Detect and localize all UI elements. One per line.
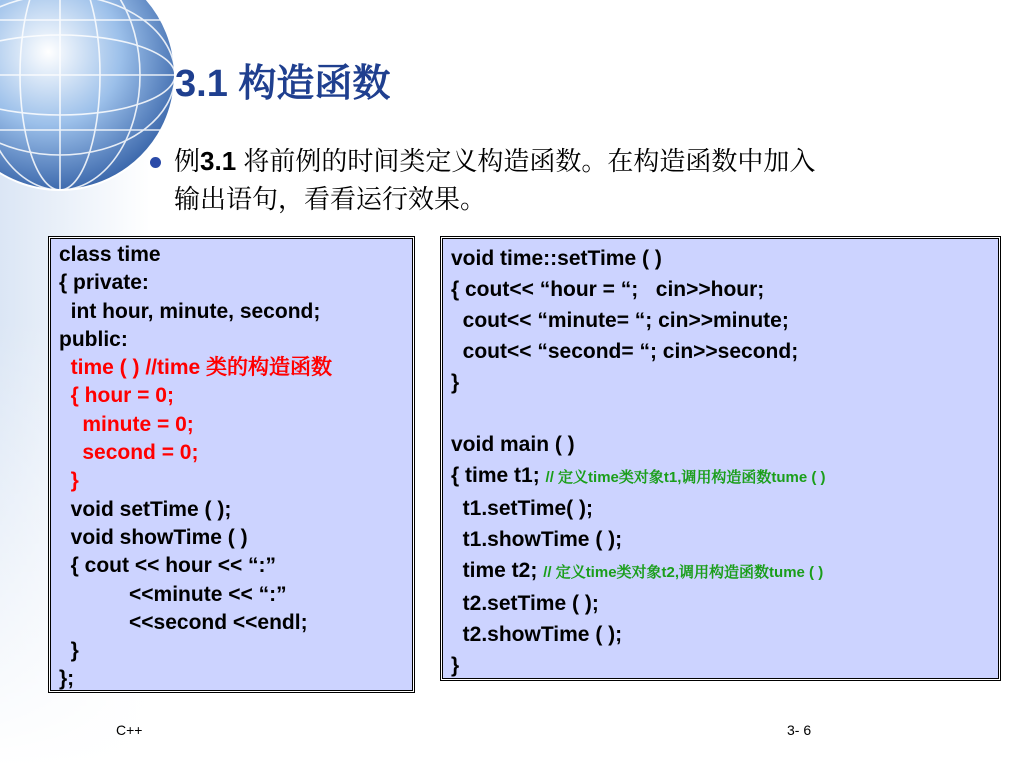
code-line: void showTime ( ): [59, 525, 248, 549]
blank-line: [451, 398, 990, 429]
code-comment: // 定义time类对象t1,调用构造函数tume ( ): [545, 469, 826, 486]
code-line: }: [451, 654, 460, 677]
bullet-dot-icon: [150, 157, 161, 168]
constructor-line: }: [59, 469, 79, 493]
code-line: void time::setTime ( ): [451, 247, 662, 270]
code-line-with-comment: [451, 460, 990, 493]
intro-prefix: 例: [174, 146, 201, 176]
code-text: time t2;: [451, 559, 544, 582]
intro-number: 3.1: [200, 146, 237, 176]
constructor-line: { hour = 0;: [59, 384, 174, 408]
code-line-with-comment: [451, 555, 990, 588]
footer-course-label: C++: [116, 722, 143, 738]
code-text: { time t1;: [451, 464, 546, 487]
code-line: { private:: [59, 271, 149, 295]
code-line: <<second <<endl;: [59, 610, 308, 634]
code-line: }: [59, 639, 79, 663]
code-line: t2.setTime ( );: [451, 592, 599, 615]
code-line: void setTime ( );: [59, 497, 232, 521]
code-line: cout<< “second= “; cin>>second;: [451, 340, 799, 363]
code-line: public:: [59, 327, 128, 351]
code-line: { cout << hour << “:”: [59, 554, 277, 578]
constructor-line: time ( ) //time 类的构造函数: [59, 356, 333, 380]
code-line: t2.showTime ( );: [451, 623, 623, 646]
code-line: <<minute << “:”: [59, 582, 287, 606]
code-line: { cout<< “hour = “; cin>>hour;: [451, 278, 765, 301]
constructor-line: minute = 0;: [59, 412, 194, 436]
intro-line1: 将前例的时间类定义构造函数。在构造函数中加入: [236, 146, 816, 176]
intro-text: [174, 142, 954, 218]
code-line: };: [59, 667, 75, 691]
code-line: void main ( ): [451, 433, 575, 456]
code-line: class time: [59, 243, 161, 266]
intro-line2: 输出语句，看看运行效果。: [174, 184, 487, 214]
constructor-line: second = 0;: [59, 441, 199, 465]
code-line: int hour, minute, second;: [59, 299, 321, 323]
class-definition-code: [50, 238, 413, 691]
code-comment: // 定义time类对象t2,调用构造函数tume ( ): [543, 564, 824, 581]
footer-page-number: 3- 6: [787, 722, 812, 738]
code-line: t1.setTime( );: [451, 497, 593, 520]
code-line: t1.showTime ( );: [451, 528, 623, 551]
slide-title: 3.1 构造函数: [175, 63, 391, 105]
code-line: cout<< “minute= “; cin>>minute;: [451, 309, 789, 332]
code-line: }: [451, 371, 460, 394]
main-function-code: [442, 238, 999, 679]
